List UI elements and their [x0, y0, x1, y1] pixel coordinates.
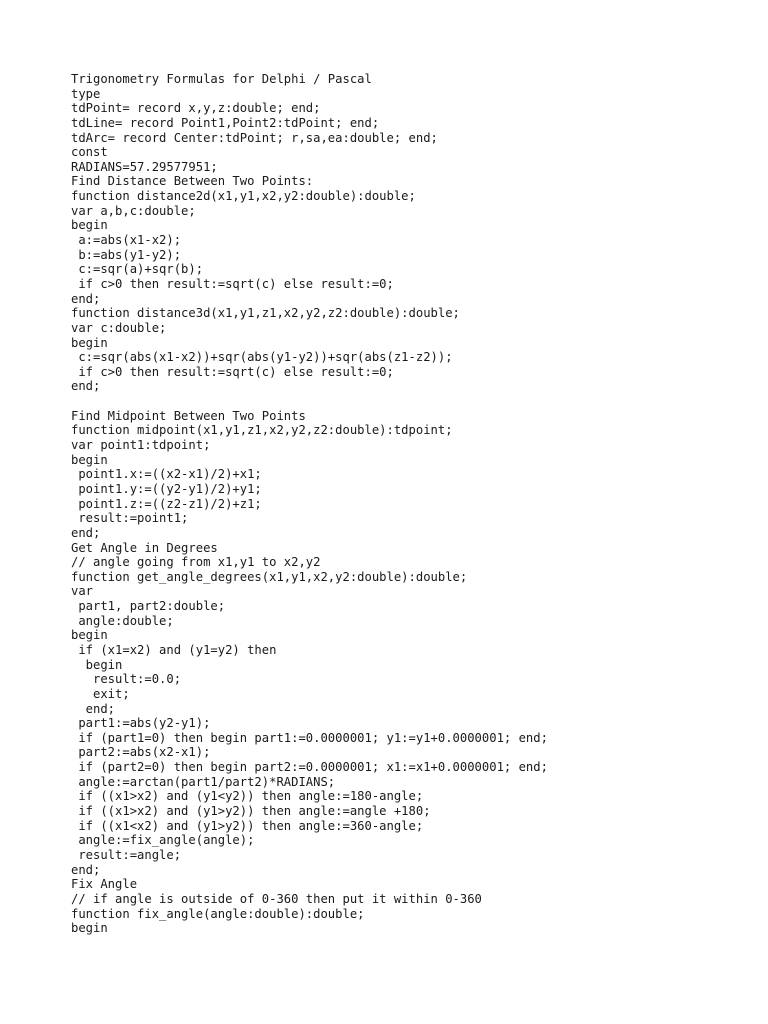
code-line: begin — [71, 335, 108, 350]
code-line: if ((x1<x2) and (y1>y2)) then angle:=360-angle; — [71, 818, 424, 833]
code-line: end; — [71, 379, 101, 394]
code-text — [71, 72, 548, 936]
code-line: tdLine= record Point1,Point2:tdPoint; end; — [71, 115, 380, 130]
code-line: tdArc= record Center:tdPoint; r,sa,ea:double; end; — [71, 130, 438, 145]
code-line: c:=sqr(abs(x1-x2))+sqr(abs(y1-y2))+sqr(abs(z1-z2)); — [71, 350, 453, 365]
code-line: part1, part2:double; — [71, 599, 226, 614]
code-line: result:=point1; — [71, 511, 189, 526]
code-line: begin — [71, 628, 108, 643]
code-line: tdPoint= record x,y,z:double; end; — [71, 101, 321, 116]
code-line: Fix Angle — [71, 877, 138, 892]
code-line: const — [71, 145, 108, 160]
code-line: part2:=abs(x2-x1); — [71, 745, 211, 760]
code-line: point1.x:=((x2-x1)/2)+x1; — [71, 467, 262, 482]
code-line: function fix_angle(angle:double):double; — [71, 906, 365, 921]
code-line: a:=abs(x1-x2); — [71, 233, 182, 248]
code-line: Get Angle in Degrees — [71, 540, 218, 555]
code-line: point1.y:=((y2-y1)/2)+y1; — [71, 481, 262, 496]
code-line: begin — [71, 657, 123, 672]
code-line: c:=sqr(a)+sqr(b); — [71, 262, 204, 277]
code-line: angle:double; — [71, 613, 174, 628]
code-line: b:=abs(y1-y2); — [71, 247, 182, 262]
code-line: var point1:tdpoint; — [71, 438, 211, 453]
code-line: if c>0 then result:=sqrt(c) else result:=0; — [71, 364, 394, 379]
code-line: var c:double; — [71, 320, 167, 335]
code-line: RADIANS=57.29577951; — [71, 159, 218, 174]
code-line: begin — [71, 218, 108, 233]
code-line: var — [71, 584, 94, 599]
code-line: point1.z:=((z2-z1)/2)+z1; — [71, 496, 262, 511]
code-line: function get_angle_degrees(x1,y1,x2,y2:double):double; — [71, 569, 468, 584]
code-line: if ((x1>x2) and (y1<y2)) then angle:=180-angle; — [71, 789, 424, 804]
code-line: var a,b,c:double; — [71, 203, 196, 218]
code-line: angle:=arctan(part1/part2)*RADIANS; — [71, 774, 336, 789]
code-line — [71, 394, 548, 409]
code-line: exit; — [71, 686, 130, 701]
code-line: end; — [71, 701, 116, 716]
code-line: Find Distance Between Two Points: — [71, 174, 314, 189]
code-line: function midpoint(x1,y1,z1,x2,y2,z2:double):tdpoint; — [71, 423, 453, 438]
code-line: if c>0 then result:=sqrt(c) else result:=0; — [71, 276, 394, 291]
code-line: begin — [71, 921, 108, 936]
code-line: end; — [71, 525, 101, 540]
code-line: end; — [71, 862, 101, 877]
code-line: angle:=fix_angle(angle); — [71, 833, 255, 848]
code-line: end; — [71, 291, 101, 306]
code-line: result:=angle; — [71, 847, 182, 862]
code-line: if (x1=x2) and (y1=y2) then — [71, 642, 277, 657]
code-line: function distance3d(x1,y1,z1,x2,y2,z2:double):double; — [71, 306, 460, 321]
code-line: Trigonometry Formulas for Delphi / Pascal — [71, 72, 372, 86]
code-line: type — [71, 86, 101, 101]
code-line: result:=0.0; — [71, 672, 182, 687]
code-line: // if angle is outside of 0-360 then put it within 0-360 — [71, 891, 482, 906]
code-line: if (part2=0) then begin part2:=0.0000001; x1:=x1+0.0000001; end; — [71, 760, 548, 775]
code-line: // angle going from x1,y1 to x2,y2 — [71, 555, 321, 570]
code-line: Find Midpoint Between Two Points — [71, 408, 306, 423]
code-line: if ((x1>x2) and (y1>y2)) then angle:=angle +180; — [71, 804, 431, 819]
code-line: begin — [71, 452, 108, 467]
code-line: part1:=abs(y2-y1); — [71, 716, 211, 731]
code-line: if (part1=0) then begin part1:=0.0000001; y1:=y1+0.0000001; end; — [71, 730, 548, 745]
code-line: function distance2d(x1,y1,x2,y2:double):double; — [71, 189, 416, 204]
